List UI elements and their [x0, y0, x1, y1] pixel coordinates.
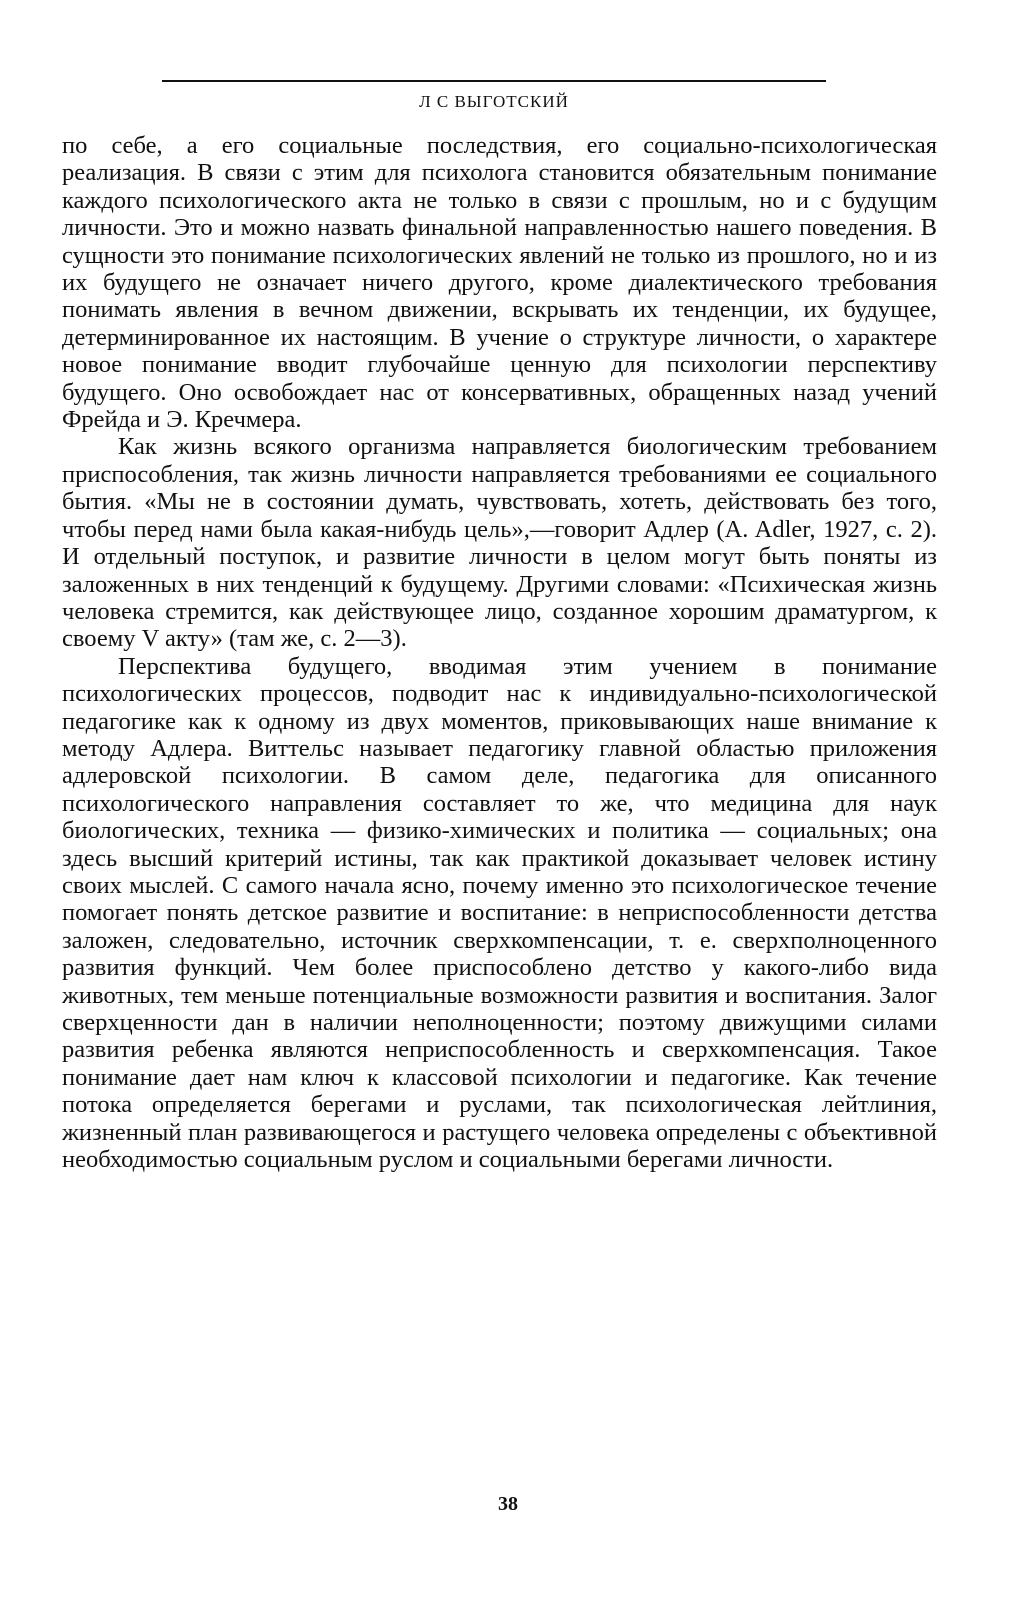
body-text: [62, 132, 937, 1173]
running-head: Л С ВЫГОТСКИЙ: [419, 92, 569, 111]
page-number: 38: [498, 1493, 518, 1515]
paragraph-2: Как жизнь всякого организма направляется биологическим требованием приспособления, так жизнь личности направляется требованиями ее социального бытия. «Мы не в состоянии думать, чувствовать, хотеть, действовать без того, чтобы перед нами была какая-нибудь цель»,—говорит Адлер (A. Adler, 1927, с. 2). И отдельный поступок, и развитие личности в целом могут быть поняты из заложенных в них тенденций к будущему. Другими словами: «Психическая жизнь человека стремится, как действующее лицо, созданное хорошим драматургом, к своему V акту» (там же, с. 2—3).: [62, 433, 937, 653]
header-rule: [162, 80, 826, 82]
paragraph-1: по себе, а его социальные последствия, его социально-психологическая реализация. В связи с этим для психолога становится обязательным понимание каждого психологического акта не только в связи с прошлым, но и с будущим личности. Это и можно назвать финальной направленностью нашего поведения. В сущности это понимание психологических явлений не только из прошлого, но и из их будущего не означает ничего другого, кроме диалектического требования понимать явления в вечном движении, вскрывать их тенденции, их будущее, детерминированное их настоящим. В учение о структуре личности, о характере новое понимание вводит глубочайше ценную для психологии перспективу будущего. Оно освобождает нас от консервативных, обращенных назад учений Фрейда и Э. Кречмера.: [62, 132, 937, 434]
paragraph-3: Перспектива будущего, вводимая этим учением в понимание психологических процессов, подводит нас к индивидуально-психологической педагогике как к одному из двух моментов, приковывающих наше внимание к методу Адлера. Виттельс называет педагогику главной областью приложения адлеровской психологии. В самом деле, педагогика для описанного психологического направления составляет то же, что медицина для наук биологических, техника — физико-химических и политика — социальных; она здесь высший критерий истины, так как практикой доказывает человек истину своих мыслей. С самого начала ясно, почему именно это психологическое течение помогает понять детское развитие и воспитание: в неприспособленности детства заложен, следовательно, источник сверхкомпенсации, т. е. сверхполноценного развития функций. Чем более приспособлено детство у какого-либо вида животных, тем меньше потенциальные возможности развития и воспитания. Залог сверхценности дан в наличии неполноценности; поэтому движущими силами развития ребенка являются неприспособленность и сверхкомпенсация. Такое понимание дает нам ключ к классовой психологии и педагогике. Как течение потока определяется берегами и руслами, так психологическая лейтлиния, жизненный план развивающегося и растущего человека определены с объективной необходимостью социальным руслом и социальными берегами личности.: [62, 652, 937, 1174]
